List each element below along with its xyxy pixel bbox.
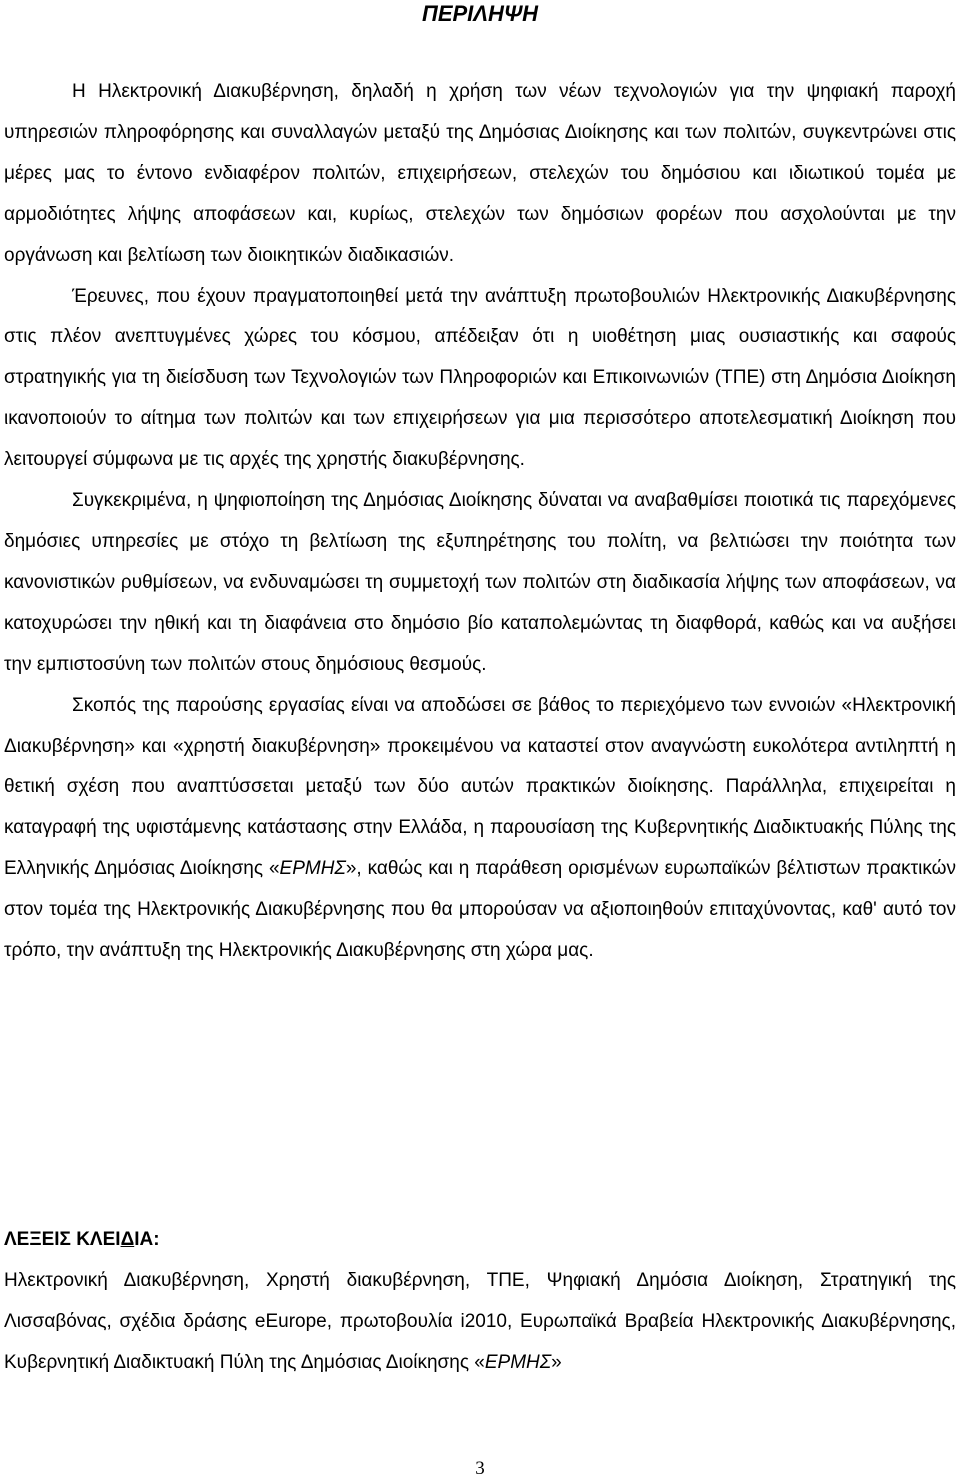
paragraph-1: Η Ηλεκτρονική Διακυβέρνηση, δηλαδή η χρήση των νέων τεχνολογιών για την ψηφιακή παροχή υπηρεσιών πληροφόρησης και συναλλαγών μεταξύ της Δημόσιας Διοίκησης και των πολιτών, συγκεντρώνει στις μέρες μας το έντονο ενδιαφέρον πολιτών, επιχειρήσεων, στελεχών του δημόσιου και ιδιωτικού τομέα με αρμοδιότητες λήψης αποφάσεων και, κυρίως, στελεχών των δημόσιων φορέων που ασχολούνται με την οργάνωση και βελτίωση των διοικητικών διαδικασιών. <box>4 81 956 266</box>
paragraph-2: Έρευνες, που έχουν πραγματοποιηθεί μετά την ανάπτυξη πρωτοβουλιών Ηλεκτρονικής Διακυβέρνησης στις πλέον ανεπτυγμένες χώρες του κόσμου, απέδειξαν ότι η υιοθέτηση μιας ουσιαστικής και σαφούς στρατηγικής για τη διείσδυση των Τεχνολογιών των Πληροφοριών και Επικοινωνιών (ΤΠΕ) στη Δημόσια Διοίκηση ικανοποιούν το αίτημα των πολιτών και των επιχειρήσεων για μια περισσότερο αποτελεσματική Διοίκηση που λειτουργεί σύμφωνα με τις αρχές της χρηστής διακυβέρνησης. <box>4 285 956 471</box>
page-title: ΠΕΡΙΛΗΨΗ <box>422 1 538 26</box>
paragraph-3: Συγκεκριμένα, η ψηφιοποίηση της Δημόσιας Διοίκησης δύναται να αναβαθμίσει ποιοτικά τις παρεχόμενες δημόσιες υπηρεσίες με στόχο τη βελτίωση της εξυπηρέτησης του πολίτη, να βελτιώσει την ποιότητα των κανονιστικών ρυθμίσεων, να ενδυναμώσει τη συμμετοχή των πολιτών στη διαδικασία λήψης των αποφάσεων, να κατοχυρώσει την ηθική και τη διαφάνεια στο δημόσιο βίο καταπολεμώντας τη διαφθορά, καθώς και να αυξήσει την εμπιστοσύνη των πολιτών στους δημόσιους θεσμούς. <box>4 490 956 675</box>
paragraph-4-text-end: », καθώς και η παράθεση ορισμένων ευρωπαϊκών βέλτιστων πρακτικών στον τομέα της Ηλεκτρονικής Διακυβέρνησης που θα μπορούσαν να αξιοποιηθούν επιταχύνοντας, καθ' αυτό τον τρόπο, την ανάπτυξη της Ηλεκτρονικής Διακυβέρνησης στη χώρα μας. <box>4 858 956 962</box>
keywords-section <box>4 1219 956 1383</box>
paragraph-4-text: Σκοπός της παρούσης εργασίας είναι να αποδώσει σε βάθος το περιεχόμενο των εννοιών «Ηλεκτρονική Διακυβέρνηση» και «χρηστή διακυβέρνηση» προκειμένου να καταστεί στον αναγνώστη ευκολότερα αντιληπτή η θετική σχέση που αναπτύσσεται μεταξύ των δύο αυτών πρακτικών διοίκησης. Παράλληλα, επιχειρείται η καταγραφή της υφιστάμενης κατάστασης στην Ελλάδα, η παρουσίαση της Κυβερνητικής Διαδικτυακής Πύλης της Ελληνικής Δημόσιας Διοίκησης « <box>4 694 956 880</box>
keywords-list <box>4 1260 956 1383</box>
keywords-heading-underlined: Δ <box>120 1229 135 1250</box>
paragraph-4 <box>4 686 956 972</box>
keywords-heading-part: ΛΕΞΕΙΣ ΚΛΕΙ <box>4 1229 121 1250</box>
keywords-text: Ηλεκτρονική Διακυβέρνηση, Χρηστή διακυβέρνηση, ΤΠΕ, Ψηφιακή Δημόσια Διοίκηση, Στρατηγική της Λισσαβόνας, σχέδια δράσης eEurope, πρωτοβουλία i2010, Ευρωπαϊκά Βραβεία Ηλεκτρονικής Διακυβέρνησης, Κυβερνητική Διαδικτυακή Πύλη της Δημόσιας Διοίκησης « <box>4 1270 956 1373</box>
keywords-heading-part: ΙΑ: <box>134 1229 160 1250</box>
keywords-hermes: ΕΡΜΗΣ <box>484 1352 552 1373</box>
abstract-body <box>4 72 956 972</box>
hermes-name: ΕΡΜΗΣ <box>279 858 346 880</box>
keywords-text-end: » <box>551 1352 562 1373</box>
keywords-heading <box>4 1219 956 1260</box>
page-number: 3 <box>475 1458 485 1479</box>
